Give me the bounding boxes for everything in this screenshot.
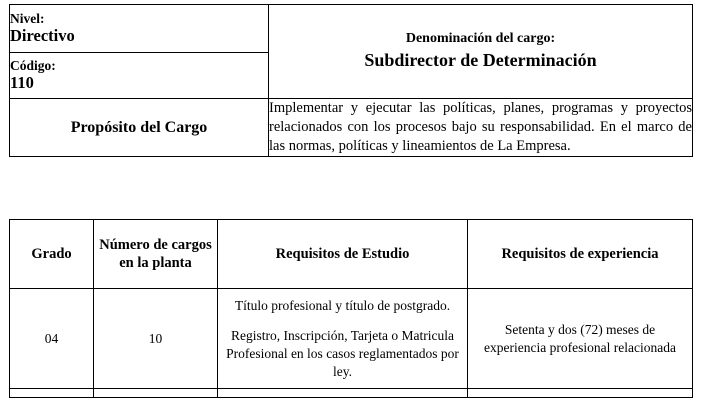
table-row	[10, 99, 693, 157]
proposito-label-cell: Propósito del Cargo	[10, 99, 269, 157]
denominacion-cell	[269, 5, 693, 99]
codigo-cell	[10, 53, 269, 99]
column-header-estudio: Requisitos de Estudio	[218, 220, 468, 289]
table-row	[10, 5, 693, 53]
nivel-cell	[10, 5, 269, 53]
estudio-spacer	[224, 314, 461, 327]
cell-experiencia: Setenta y dos (72) meses de experiencia profesional relacionada	[468, 289, 693, 389]
estudio-line-1: Título profesional y título de postgrado.	[234, 297, 451, 313]
requisitos-table	[9, 219, 693, 398]
cell-empty-cargos	[94, 389, 218, 398]
cargo-identification-table	[9, 4, 693, 157]
column-header-grado: Grado	[10, 220, 94, 289]
denominacion-value: Subdirector de Determinación	[364, 50, 597, 71]
cell-empty-grado	[10, 389, 94, 398]
table-header-row	[10, 220, 693, 289]
cell-empty-estudio	[218, 389, 468, 398]
column-header-cargos: Número de cargos en la planta	[94, 220, 218, 289]
nivel-label: Nivel:	[10, 10, 45, 26]
denominacion-label: Denominación del cargo:	[405, 31, 556, 47]
codigo-value: 110	[10, 73, 34, 93]
estudio-line-2: Registro, Inscripción, Tarjeta o Matricula Profesional en los casos reglamentados por ley.	[226, 328, 459, 379]
cell-estudio	[218, 289, 468, 389]
codigo-label: Código:	[10, 57, 56, 73]
column-header-experiencia: Requisitos de experiencia	[468, 220, 693, 289]
cell-cargos: 10	[94, 289, 218, 389]
proposito-text-cell: Implementar y ejecutar las políticas, planes, programas y proyectos relacionados con los procesos bajo su responsabilidad. En el marco de las normas, políticas y lineamientos de La Empresa.	[269, 99, 693, 157]
nivel-value: Directivo	[10, 26, 75, 46]
cell-grado: 04	[10, 289, 94, 389]
table-row	[10, 289, 693, 389]
table-row-partial	[10, 389, 693, 398]
cell-empty-experiencia	[468, 389, 693, 398]
